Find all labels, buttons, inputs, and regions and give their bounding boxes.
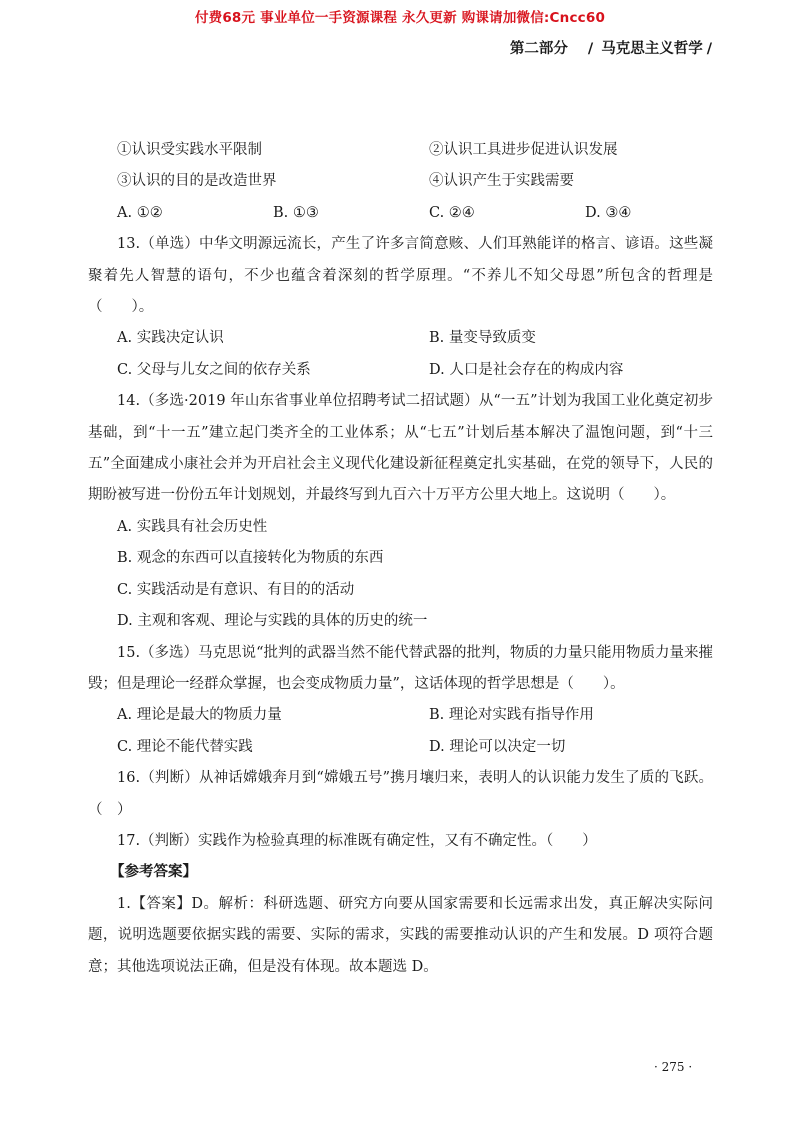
q13-option-a: A. 实践决定认识 bbox=[117, 330, 224, 347]
q14-option-c: C. 实践活动是有意识、有目的的活动 bbox=[117, 581, 355, 598]
q13-option-b: B. 量变导致质变 bbox=[429, 330, 536, 347]
subject-label: 马克思主义哲学 bbox=[601, 41, 703, 57]
page-content bbox=[88, 135, 713, 983]
q15-option-d: D. 理论可以决定一切 bbox=[429, 738, 566, 755]
q14-option-d: D. 主观和客观、理论与实践的具体的历史的统一 bbox=[117, 613, 428, 630]
question-14-stem: 14.（多选·2019 年山东省事业单位招聘考试二招试题）从“一五”计划为我国工业化奠定初步基础，到“十一五”建立起门类齐全的工业体系；从“七五”计划后基本解决了温饱问题，到“十三五”全面建成小康社会并为开启社会主义现代化建设新征程奠定扎实基础，在党的领导下，人民的期盼被写进一份份五年计划规划，并最终写到九百六十万平方公里大地上。这说明（ ）。 bbox=[88, 393, 713, 504]
q12-option-d: D. ③④ bbox=[585, 204, 632, 221]
q15-option-a: A. 理论是最大的物质力量 bbox=[117, 707, 282, 724]
q13-option-c: C. 父母与儿女之间的依存关系 bbox=[117, 361, 311, 378]
question-13-stem: 13.（单选）中华文明源远流长，产生了许多言简意赅、人们耳熟能详的格言、谚语。这些凝聚着先人智慧的语句，不少也蕴含着深刻的哲学原理。“不养儿不知父母恩”所包含的哲理是（ ）。 bbox=[88, 236, 713, 316]
question-15-stem: 15.（多选）马克思说“批判的武器当然不能代替武器的批判，物质的力量只能用物质力量来摧毁；但是理论一经群众掌握，也会变成物质力量”，这话体现的哲学思想是（ ）。 bbox=[88, 644, 713, 692]
q14-option-a: A. 实践具有社会历史性 bbox=[117, 518, 268, 535]
q15-option-b: B. 理论对实践有指导作用 bbox=[429, 707, 594, 724]
question-12-items bbox=[88, 135, 713, 229]
section-header bbox=[510, 37, 712, 58]
q12-item-4: ④认识产生于实践需要 bbox=[429, 173, 574, 190]
watermark-banner: 付费68元 事业单位一手资源课程 永久更新 购课请加微信:Cncc60 bbox=[194, 10, 606, 26]
header-end-mark: / bbox=[706, 41, 712, 57]
page-number: · 275 · bbox=[654, 1060, 693, 1074]
q14-option-b: B. 观念的东西可以直接转化为物质的东西 bbox=[117, 550, 384, 567]
q13-option-d: D. 人口是社会存在的构成内容 bbox=[429, 361, 624, 378]
question-16-stem: 16.（判断）从神话嫦娥奔月到“嫦娥五号”携月壤归来，表明人的认识能力发生了质的飞跃。（ ） bbox=[88, 770, 713, 818]
part-label: 第二部分 bbox=[509, 41, 568, 57]
answers-heading: 【参考答案】 bbox=[110, 864, 197, 881]
q12-item-1: ①认识受实践水平限制 bbox=[117, 142, 262, 158]
q12-option-a: A. ①② bbox=[117, 204, 163, 221]
q12-item-3: ③认识的目的是改造世界 bbox=[117, 173, 277, 190]
question-17-stem: 17.（判断）实践作为检验真理的标准既有确定性，又有不确定性。（ ） bbox=[117, 832, 597, 849]
header-separator: / bbox=[587, 41, 594, 57]
answer-1: 1.【答案】D。解析：科研选题、研究方向要从国家需要和长远需求出发，真正解决实际问题，说明选题要依据实践的需要、实际的需求，实践的需要推动认识的产生和发展。D 项符合题意；其他选项说法正确，但是没有体现。故本题选 D。 bbox=[88, 895, 713, 975]
question-15-options bbox=[88, 700, 713, 763]
q12-options bbox=[117, 198, 713, 229]
q12-option-b: B. ①③ bbox=[273, 204, 319, 221]
question-13-options bbox=[88, 323, 713, 386]
q15-option-c: C. 理论不能代替实践 bbox=[117, 738, 253, 755]
q12-item-2: ②认识工具进步促进认识发展 bbox=[429, 142, 618, 158]
q12-option-c: C. ②④ bbox=[429, 204, 475, 221]
